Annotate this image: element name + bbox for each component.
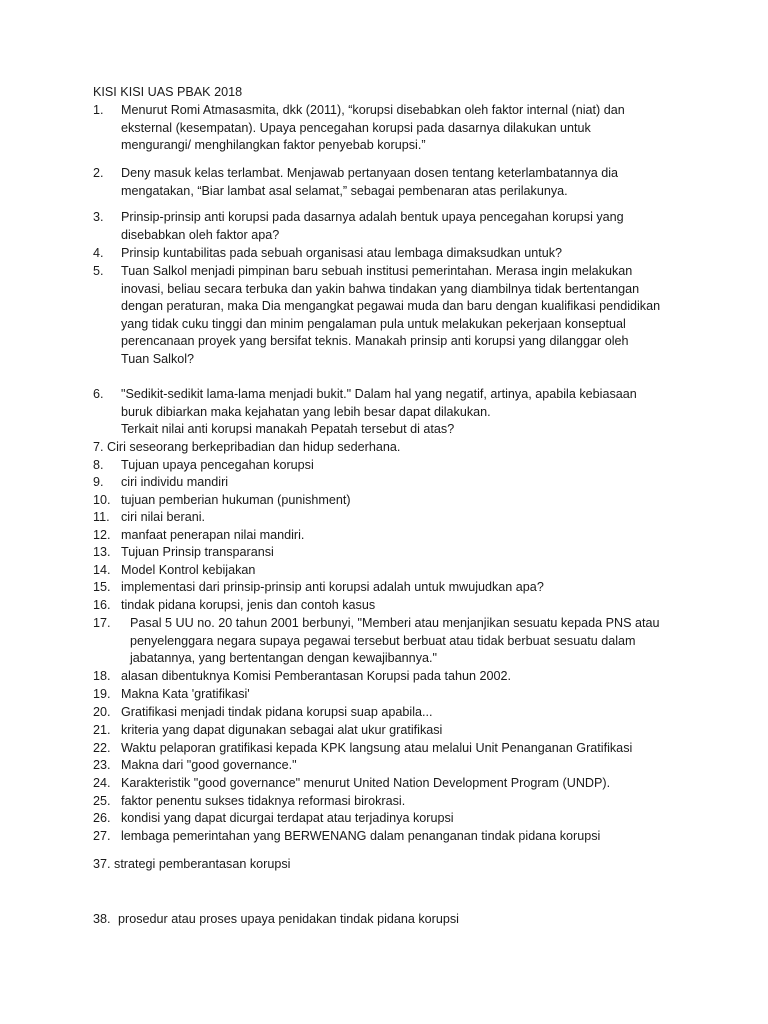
item-text-line: mengatakan, “Biar lambat asal selamat,” sebagai pembenaran atas perilakunya.	[121, 183, 568, 198]
item-number: 25.	[93, 794, 111, 808]
list-item	[93, 544, 693, 562]
item-text: tujuan pemberian hukuman (punishment)	[121, 493, 351, 507]
item-text-line: buruk dibiarkan maka kejahatan yang lebih besar dapat dilakukan.	[121, 404, 491, 419]
item-text-line: Prinsip-prinsip anti korupsi pada dasarnya adalah bentuk upaya pencegahan korupsi yang	[121, 210, 624, 224]
item-text-line: Pasal 5 UU no. 20 tahun 2001 berbunyi, "Memberi atau menjanjikan sesuatu kepada PNS atau	[130, 616, 660, 630]
item-number: 15.	[93, 580, 111, 594]
item-number: 16.	[93, 598, 111, 612]
item-text: prosedur atau proses upaya penidakan tindak pidana korupsi	[118, 912, 459, 926]
item-number: 5.	[93, 264, 104, 278]
list-item	[93, 597, 693, 615]
list-item	[93, 245, 693, 263]
item-text-line: Deny masuk kelas terlambat. Menjawab pertanyaan dosen tentang keterlambatannya dia	[121, 166, 619, 180]
item-number: 26.	[93, 811, 111, 825]
item-text: faktor penentu sukses tidaknya reformasi birokrasi.	[121, 794, 406, 808]
item-number: 38.	[93, 912, 111, 926]
item-number: 3.	[93, 210, 104, 224]
item-text-line: Menurut Romi Atmasasmita, dkk (2011), “korupsi disebabkan oleh faktor internal (niat) dan	[121, 103, 625, 117]
item-number: 20.	[93, 705, 111, 719]
item-number: 13.	[93, 545, 111, 559]
item-text: Ciri seseorang berkepribadian dan hidup sederhana.	[107, 440, 401, 454]
item-text: strategi pemberantasan korupsi	[114, 857, 291, 871]
item-text: Tujuan Prinsip transparansi	[121, 545, 274, 559]
list-item	[93, 810, 693, 828]
item-text: ciri individu mandiri	[121, 475, 229, 489]
list-item	[93, 386, 693, 439]
list-item	[93, 263, 693, 369]
list-item	[93, 722, 693, 740]
list-item	[93, 439, 693, 457]
item-text: implementasi dari prinsip-prinsip anti korupsi adalah untuk mwujudkan apa?	[121, 580, 544, 594]
item-number: 21.	[93, 723, 111, 737]
item-text-line: perencanaan proyek yang bersifat teknis. Manakah prinsip anti korupsi yang dilanggar oleh	[121, 334, 629, 349]
item-text: kriteria yang dapat digunakan sebagai alat ukur gratifikasi	[121, 723, 443, 737]
item-number: 24.	[93, 776, 111, 790]
item-text: kondisi yang dapat dicurgai terdapat atau terjadinya korupsi	[121, 811, 454, 825]
item-text-line: disebabkan oleh faktor apa?	[121, 227, 280, 242]
item-text: Gratifikasi menjadi tindak pidana korupsi suap apabila...	[121, 705, 433, 719]
list-item	[93, 828, 693, 846]
item-number: 12.	[93, 528, 111, 542]
item-text-line: Terkait nilai anti korupsi manakah Pepatah tersebut di atas?	[121, 422, 455, 437]
list-item	[93, 579, 693, 597]
item-text: tindak pidana korupsi, jenis dan contoh kasus	[121, 598, 376, 612]
item-text: Makna dari "good governance."	[121, 758, 297, 772]
item-number: 9.	[93, 475, 104, 489]
item-number: 7.	[93, 440, 104, 454]
item-number: 17.	[93, 616, 111, 630]
list-item	[93, 509, 693, 527]
list-item	[93, 740, 693, 758]
item-text: Model Kontrol kebijakan	[121, 563, 256, 577]
list-item	[93, 457, 693, 475]
list-item	[93, 793, 693, 811]
item-number: 14.	[93, 563, 111, 577]
list-item	[93, 492, 693, 510]
list-item	[93, 562, 693, 580]
list-item	[93, 209, 693, 244]
list-item	[93, 102, 693, 155]
list-item	[93, 165, 693, 200]
item-number: 11.	[93, 510, 110, 524]
document-title: KISI KISI UAS PBAK 2018	[93, 85, 243, 99]
item-text-line: inovasi, beliau secara terbuka dan yakin bahwa tindakan yang diambilnya tidak bertentangan	[121, 281, 640, 296]
list-item	[93, 757, 693, 775]
item-number: 22.	[93, 741, 111, 755]
item-text: Tujuan upaya pencegahan korupsi	[121, 458, 314, 472]
item-text-line: Prinsip kuntabilitas pada sebuah organisasi atau lembaga dimaksudkan untuk?	[121, 246, 563, 260]
item-text-line: mengurangi/ menghilangkan faktor penyebab korupsi.”	[121, 138, 426, 153]
list-item	[93, 911, 693, 929]
item-text-line: Tuan Salkol menjadi pimpinan baru sebuah institusi pemerintahan. Merasa ingin melakukan	[121, 264, 633, 278]
item-text: lembaga pemerintahan yang BERWENANG dalam penanganan tindak pidana korupsi	[121, 829, 601, 843]
item-number: 19.	[93, 687, 111, 701]
item-text-line: "Sedikit-sedikit lama-lama menjadi bukit." Dalam hal yang negatif, artinya, apabila kebiasaan	[121, 387, 637, 401]
list-item	[93, 856, 693, 874]
list-item	[93, 474, 693, 492]
item-number: 10.	[93, 493, 111, 507]
item-text-line: penyelenggara negara supaya pegawai tersebut berbuat atau tidak berbuat sesuatu dalam	[130, 633, 636, 648]
item-text: Makna Kata 'gratifikasi'	[121, 687, 250, 701]
item-text-line: dengan peraturan, maka Dia mengangkat pegawai muda dan baru dengan kualifikasi pendidikan	[121, 299, 661, 314]
item-number: 8.	[93, 458, 104, 472]
list-item	[93, 668, 693, 686]
list-item	[93, 704, 693, 722]
item-text: manfaat penerapan nilai mandiri.	[121, 528, 305, 542]
item-number: 2.	[93, 166, 104, 180]
item-text-line: eksternal (kesempatan). Upaya pencegahan korupsi pada dasarnya dilakukan untuk	[121, 120, 591, 135]
item-text-line: Tuan Salkol?	[121, 351, 195, 366]
list-item	[93, 775, 693, 793]
item-text: Karakteristik "good governance" menurut United Nation Development Program (UNDP).	[121, 776, 611, 790]
item-text-line: yang tidak cuku tinggi dan minim pengalaman pula untuk melakukan pekerjaan konseptual	[121, 316, 626, 331]
item-text-line: jabatannya, yang bertentangan dengan kewajibannya."	[130, 651, 437, 666]
item-number: 27.	[93, 829, 111, 843]
item-text: ciri nilai berani.	[121, 510, 205, 524]
item-number: 23.	[93, 758, 111, 772]
list-item	[93, 615, 693, 668]
list-item	[93, 686, 693, 704]
item-number: 37.	[93, 857, 111, 871]
item-number: 6.	[93, 387, 104, 401]
item-number: 18.	[93, 669, 111, 683]
item-number: 1.	[93, 103, 104, 117]
item-text: Waktu pelaporan gratifikasi kepada KPK langsung atau melalui Unit Penanganan Gratifikasi	[121, 741, 633, 755]
list-item	[93, 527, 693, 545]
item-number: 4.	[93, 246, 104, 260]
item-text: alasan dibentuknya Komisi Pemberantasan Korupsi pada tahun 2002.	[121, 669, 511, 683]
